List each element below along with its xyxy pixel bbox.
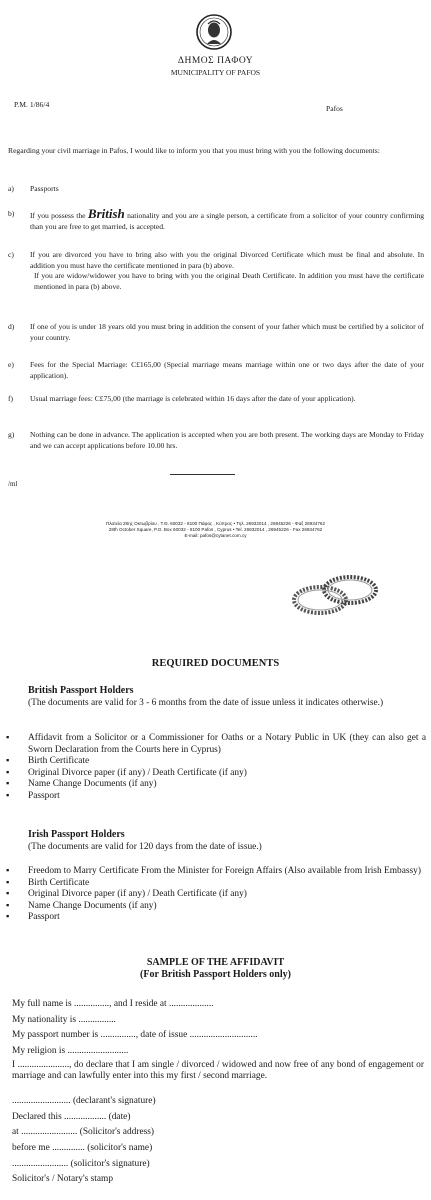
item-label: c): [8, 250, 14, 259]
affidavit-line: My religion is ..........................: [12, 1046, 129, 1056]
irish-documents-list: [6, 866, 426, 924]
bullet-icon: ▪: [6, 790, 10, 801]
item-b: [8, 206, 424, 232]
item-a: [8, 184, 424, 195]
reference-number: P.M. 1/86/4: [14, 100, 50, 109]
intro-paragraph: Regarding your civil marriage in Pafos, I would like to inform you that you must bring with you the following documents:: [8, 146, 380, 155]
item-label: e): [8, 360, 14, 369]
affidavit-line: My full name is ..............., and I reside at ...................: [12, 999, 214, 1009]
affidavit-line: ........................ (solicitor's signature): [12, 1159, 150, 1169]
item-text: Fees for the Special Marriage: C£165,00 (Special marriage means marriage within one or two days after the date of your application).: [30, 360, 424, 380]
list-item: ▪ Passport: [6, 790, 60, 801]
british-holders-heading: British Passport Holders: [28, 685, 134, 696]
affidavit-line: before me .............. (solicitor's name): [12, 1143, 153, 1153]
affidavit-line: My passport number is ..............., date of issue .............................: [12, 1030, 258, 1040]
bullet-icon: ▪: [6, 900, 10, 911]
list-item: ▪ Affidavit from a Solicitor or a Commissioner for Oaths or a Notary Public in UK (they can also get a Sworn Declaration from the Courts here in Cyprus): [6, 733, 426, 755]
affidavit-subtitle: (For British Passport Holders only): [140, 969, 291, 980]
item-text: If one of you is under 18 years old you must bring in addition the consent of your father which must be certified by a solicitor of your country.: [30, 322, 424, 342]
british-emphasis: British: [87, 206, 125, 221]
wedding-rings-icon: [290, 572, 382, 618]
typist-initials: /ml: [8, 480, 18, 488]
bullet-icon: ▪: [6, 779, 10, 790]
affidavit-line: My nationality is ................: [12, 1015, 116, 1025]
list-item: ▪ Passport: [6, 912, 60, 923]
list-item: ▪ Name Change Documents (if any): [6, 900, 157, 911]
signature-line: [170, 474, 235, 475]
affidavit-line: ......................... (declarant's signature): [12, 1096, 156, 1106]
municipality-title-greek: ΔΗΜΟΣ ΠΑΦΟΥ: [177, 56, 254, 66]
irish-validity-note: (The documents are valid for 120 days from the date of issue.): [28, 842, 262, 852]
required-documents-title: REQUIRED DOCUMENTS: [151, 658, 280, 669]
item-label: g): [8, 430, 15, 439]
list-item: ▪ Freedom to Marry Certificate From the Minister for Foreign Affairs (Also available from Irish Embassy): [6, 866, 421, 876]
list-item: ▪ Original Divorce paper (if any) / Death Certificate (if any): [6, 767, 247, 778]
item-label: d): [8, 322, 15, 331]
item-text: If you possess the British nationality and you are a single person, a certificate from a solicitor of your country confirming than you are free to get married, is accepted.: [30, 206, 424, 231]
item-label: b): [8, 209, 15, 218]
bullet-icon: ▪: [6, 912, 10, 923]
footer-address-greek: Πλατεία 28ης Οκτωβρίου , Τ.Θ. 60032 - 8100 Πάφος , Κύπρος • Τηλ. 26932014 , 26945226 - Φαξ 26934762: [105, 521, 326, 526]
letter-place: Pafos: [326, 104, 343, 113]
item-f: [8, 394, 424, 405]
bullet-icon: ▪: [6, 756, 10, 767]
bullet-icon: ▪: [6, 866, 10, 876]
list-item: ▪ Birth Certificate: [6, 756, 90, 767]
list-item: ▪ Birth Certificate: [6, 877, 90, 888]
item-text: Usual marriage fees: C£75,00 (the marriage is celebrated within 16 days after the date of your application).: [30, 394, 356, 403]
irish-holders-heading: Irish Passport Holders: [28, 829, 125, 840]
item-text: Nothing can be done in advance. The application is accepted when you are both present. The working days are Monday to Friday and we can accept applications before 10.00 hrs.: [30, 430, 424, 450]
affidavit-line: Solicitor's / Notary's stamp: [12, 1174, 114, 1184]
bullet-icon: ▪: [6, 767, 10, 778]
item-label: a): [8, 184, 14, 193]
british-validity-note: (The documents are valid for 3 - 6 months from the date of issue unless it indicates otherwise.): [28, 698, 384, 708]
affidavit-line: Declared this .................. (date): [12, 1112, 131, 1122]
affidavit-declaration: I ......................, do declare that I am single / divorced / widowed and now free of any bond of engagement or marriage and can lawfully enter into this my first / second marriage.: [12, 1060, 424, 1082]
letter-footer: [0, 521, 431, 540]
item-c: [8, 250, 424, 292]
municipal-seal-icon: [196, 14, 232, 50]
bullet-icon: ▪: [6, 877, 10, 888]
affidavit-line: at ........................ (Solicitor's address): [12, 1127, 155, 1137]
bullet-icon: ▪: [6, 733, 10, 743]
bullet-icon: ▪: [6, 889, 10, 900]
footer-email: E-mail: pafos@cytanet.com.cy: [184, 533, 247, 539]
item-text: If you are divorced you have to bring also with you the original Divorced Certificate which must be final and absolute. In addition you must have the certificate mentioned in para (b) above. If you are widow/widower you have to bring with you the original Death Certificate. In addition you must have the certificate mentioned in para (b) above.: [30, 250, 424, 291]
footer-address-english: 28th October Square, P.O. Box 60032 - 8100 Pafos , Cyprus • Tel. 26932014 , 26945226 - Fax 26934762: [108, 527, 323, 533]
item-label: f): [8, 394, 14, 403]
item-text: Passports: [30, 184, 59, 193]
list-item: ▪ Original Divorce paper (if any) / Death Certificate (if any): [6, 889, 247, 900]
item-e: [8, 360, 424, 381]
item-d: [8, 322, 424, 343]
item-g: [8, 430, 424, 451]
municipality-title-english: MUNICIPALITY OF PAFOS: [170, 68, 261, 77]
list-item: ▪ Name Change Documents (if any): [6, 779, 157, 790]
british-documents-list: [6, 733, 426, 803]
affidavit-title: SAMPLE OF THE AFFIDAVIT: [146, 957, 285, 968]
